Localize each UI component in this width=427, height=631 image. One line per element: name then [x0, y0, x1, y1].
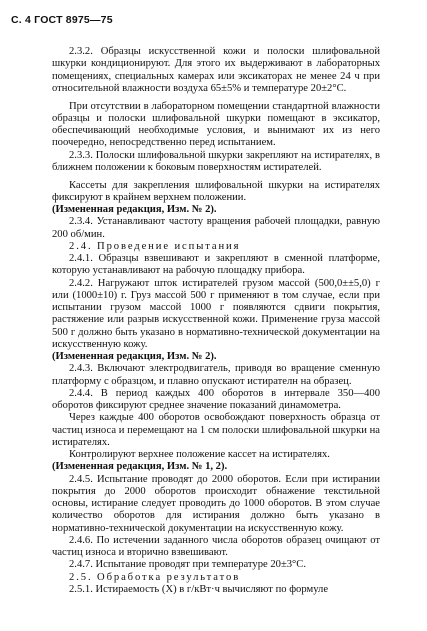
page-header: С. 4 ГОСТ 8975—75 [11, 14, 113, 26]
para-control: Контролируют верхнее положение кассет на истирателях. [69, 449, 330, 460]
section-heading-2-4-text: 2.4. Проведение испытания [69, 240, 241, 252]
amendment-note: (Измененная редакция, Изм. № 2). [52, 204, 217, 215]
document-body [52, 46, 380, 596]
para-2-5-1: 2.5.1. Истираемость (X) в г/кВт·ч вычисляют по формуле [69, 583, 329, 595]
para-cleaning: Через каждые 400 оборотов освобождают поверхность образца от частиц износа и перемещают на 1 см полоски шлифовальной шкурки на истирателях. [52, 412, 380, 448]
para-2-3-4: 2.3.4. Устанавливают частоту вращения рабочей площадки, равную 200 об/мин. [52, 216, 380, 240]
section-heading-2-5 [52, 572, 380, 584]
para-2-4-6: 2.4.6. По истечении заданного числа оборотов образец очищают от частиц износа и вторично взвешивают. [52, 534, 380, 558]
para-2-4-1: 2.4.1. Образцы взвешивают и закрепляют в сменной платформе, которую устанавливают на рабочую площадку прибора. [52, 253, 380, 277]
para-cassettes: Кассеты для закрепления шлифовальной шкурки на истирателях фиксируют в крайнем верхнем положении. [52, 179, 380, 203]
section-heading-2-5-text: 2.5. Обработка результатов [69, 571, 241, 583]
para-2-4-4: 2.4.4. В период каждых 400 оборотов в интервале 350—400 оборотов фиксируют среднее значение показаний динамометра. [52, 387, 380, 411]
section-heading-2-4 [52, 241, 380, 253]
para-2-4-7: 2.4.7. Испытание проводят при температуре 20±3°С. [69, 559, 307, 571]
para-2-4-2: 2.4.2. Нагружают шток истирателей грузом массой (500,0±±5,0) г или (1000±10) г. Груз массой 500 г применяют в том случае, если при испытании грузом массой 1000 г появляются сдвиги покрытия, растяжение или разрыв искусственной кожи. Применение груза массой 500 г должно быть указано в нормативно-технической документации на искусственную кожу. [52, 277, 380, 350]
amendment-note: (Измененная редакция, Изм. № 2). [52, 351, 217, 362]
para-humidity: При отсутствии в лабораторном помещении стандартной влажности образцы и полоски шлифовальной шкурки помещают в эксикатор, обеспечивающий необходимые условия, и вынимают их из него поочередно, непосредственно перед испытанием. [52, 100, 380, 149]
para-2-4-3: 2.4.3. Включают электродвигатель, приводя во вращение сменную платформу с образцом, и плавно опускают истирателн на образец. [52, 363, 380, 387]
para-2-4-5: 2.4.5. Испытание проводят до 2000 оборотов. Если при истирании покрытия до 2000 оборотов происходит обнажение текстильной основы, истирание следует проводить до 1000 оборотов. В этом случае количество оборотов для истирания должно быть указано в нормативно-технической документации на искусственную кожу. [52, 473, 380, 534]
para-2-3-3: 2.3.3. Полоски шлифовальной шкурки закрепляют на истирателях, в ближнем положении к боковым поверхностям истирателей. [52, 149, 380, 173]
amendment-note: (Измененная редакция, Изм. № 1, 2). [52, 461, 228, 473]
para-2-3-2: 2.3.2. Образцы искусственной кожи и полоски шлифовальной шкурки кондиционируют. Для этого их выдерживают в лабораторных помещениях, специальных камерах или эксикаторах не менее 24 ч при относительной влажности воздуха 65±5% и температуре 20±2°С. [52, 46, 380, 94]
